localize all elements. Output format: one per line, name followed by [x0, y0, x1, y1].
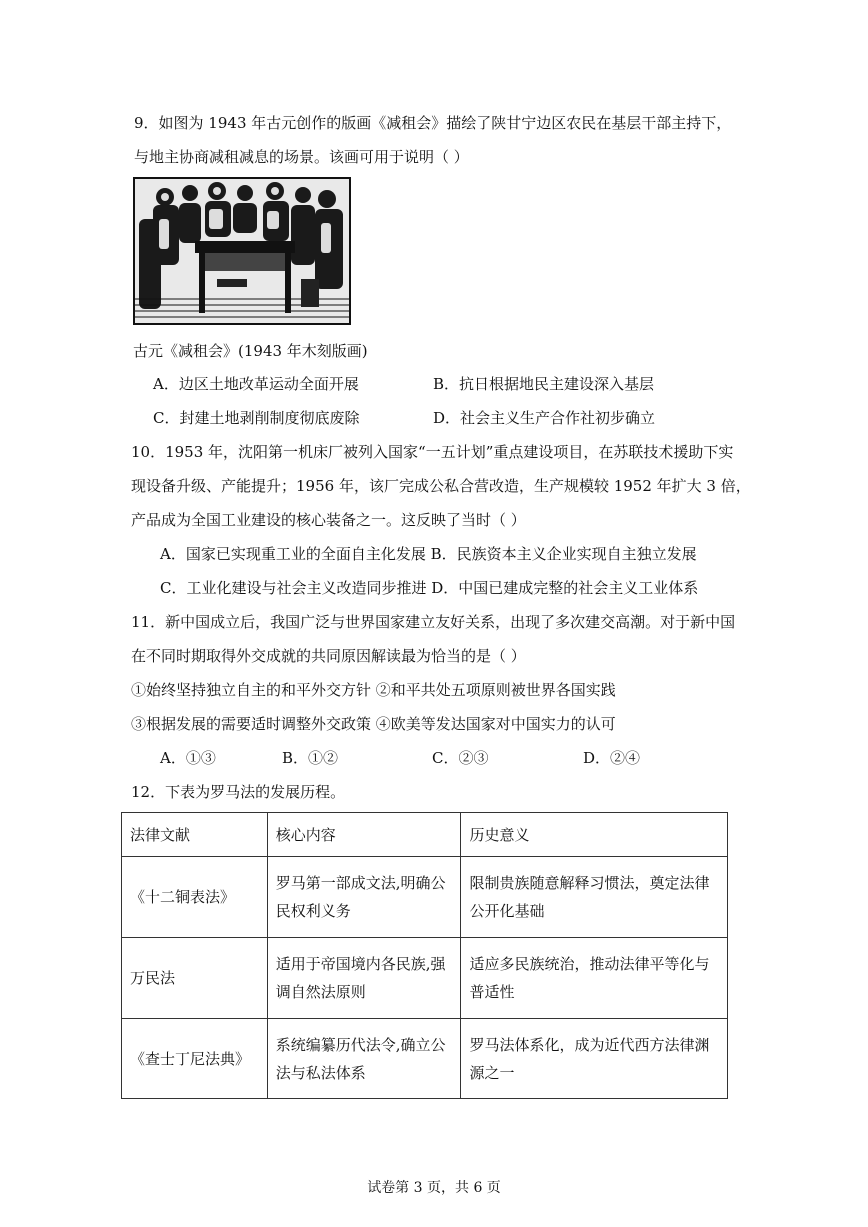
- q9-stem-line2: 与地主协商减租减息的场景。该画可用于说明（ ）: [134, 148, 469, 166]
- q10-stem-line1: 10．1953 年，沈阳第一机床厂被列入国家“一五计划”重点建设项目，在苏联技术援助下实: [131, 443, 734, 461]
- table-header-cell: 法律文献: [122, 813, 268, 857]
- q11-option-a[interactable]: A．①③: [160, 749, 216, 767]
- table-cell-content: [267, 1019, 461, 1099]
- q11-stem-line2: 在不同时期取得外交成就的共同原因解读最为恰当的是（ ）: [131, 647, 526, 665]
- q9-image-caption: 古元《减租会》(1943 年木刻版画): [133, 342, 368, 360]
- cell-line: 限制贵族随意解释习惯法，奠定法律: [469, 874, 710, 892]
- q9-option-a[interactable]: A．边区土地改革运动全面开展: [153, 375, 359, 393]
- roman-law-table: [121, 812, 728, 1099]
- q9-option-d[interactable]: D．社会主义生产合作社初步确立: [433, 409, 656, 427]
- table-header-cell: 核心内容: [267, 813, 461, 857]
- cell-line: 源之一: [469, 1063, 515, 1082]
- table-row: [122, 1019, 728, 1099]
- table-cell-document: 《十二铜表法》: [122, 857, 268, 938]
- q10-stem-line2: 现设备升级、产能提升；1956 年，该厂完成公私合营改造，生产规模较 1952 年扩大 3 倍，: [131, 477, 751, 495]
- table-header-cell: 历史意义: [461, 813, 728, 857]
- cell-line: 普适性: [469, 983, 515, 1001]
- table-cell-document: 《查士丁尼法典》: [122, 1019, 268, 1099]
- q11-stem-line1: 11．新中国成立后，我国广泛与世界国家建立友好关系，出现了多次建交高潮。对于新中国: [131, 613, 736, 631]
- table-cell-content: [267, 938, 461, 1019]
- q11-option-c[interactable]: C．②③: [432, 749, 489, 767]
- cell-line: 系统编纂历代法令,确立公: [275, 1035, 446, 1054]
- cell-line: 民权利义务: [275, 902, 351, 920]
- table-cell-meaning: [461, 938, 728, 1019]
- cell-line: 罗马第一部成文法,明确公: [275, 874, 446, 892]
- table-row: [122, 938, 728, 1019]
- q9-stem-line1: 9．如图为 1943 年古元创作的版画《减租会》描绘了陕甘宁边区农民在基层干部主持下，: [134, 114, 732, 132]
- q9-option-c[interactable]: C．封建土地剥削制度彻底废除: [153, 409, 360, 427]
- table-cell-meaning: [461, 857, 728, 938]
- cell-line: 公开化基础: [469, 902, 545, 920]
- cell-line: 罗马法体系化，成为近代西方法律渊: [469, 1035, 710, 1054]
- page-footer: 试卷第 3 页，共 6 页: [367, 1180, 501, 1196]
- q10-stem-line3: 产品成为全国工业建设的核心装备之一。这反映了当时（ ）: [131, 511, 526, 529]
- q11-statements-1-2: ①始终坚持独立自主的和平外交方针 ②和平共处五项原则被世界各国实践: [131, 681, 616, 699]
- q10-options-ab[interactable]: A．国家已实现重工业的全面自主化发展 B．民族资本主义企业实现自主独立发展: [160, 545, 697, 563]
- q10-options-cd[interactable]: C．工业化建设与社会主义改造同步推进 D．中国已建成完整的社会主义工业体系: [160, 579, 699, 597]
- cell-line: 调自然法原则: [275, 983, 366, 1001]
- table-cell-content: [267, 857, 461, 938]
- q12-stem: 12．下表为罗马法的发展历程。: [131, 783, 346, 801]
- q11-option-d[interactable]: D．②④: [583, 749, 641, 767]
- table-header-row: [122, 813, 728, 857]
- cell-line: 法与私法体系: [275, 1063, 366, 1082]
- q9-option-b[interactable]: B．抗日根据地民主建设深入基层: [433, 375, 655, 393]
- cell-line: 适应多民族统治，推动法律平等化与: [469, 955, 710, 973]
- q11-statements-3-4: ③根据发展的需要适时调整外交政策 ④欧美等发达国家对中国实力的认可: [131, 715, 616, 733]
- cell-line: 适用于帝国境内各民族,强: [275, 955, 446, 973]
- table-cell-meaning: [461, 1019, 728, 1099]
- q11-option-b[interactable]: B．①②: [282, 749, 339, 767]
- table-cell-document: 万民法: [122, 938, 268, 1019]
- woodcut-image: [135, 179, 349, 323]
- table-row: [122, 857, 728, 938]
- woodcut-illustration: [133, 177, 351, 325]
